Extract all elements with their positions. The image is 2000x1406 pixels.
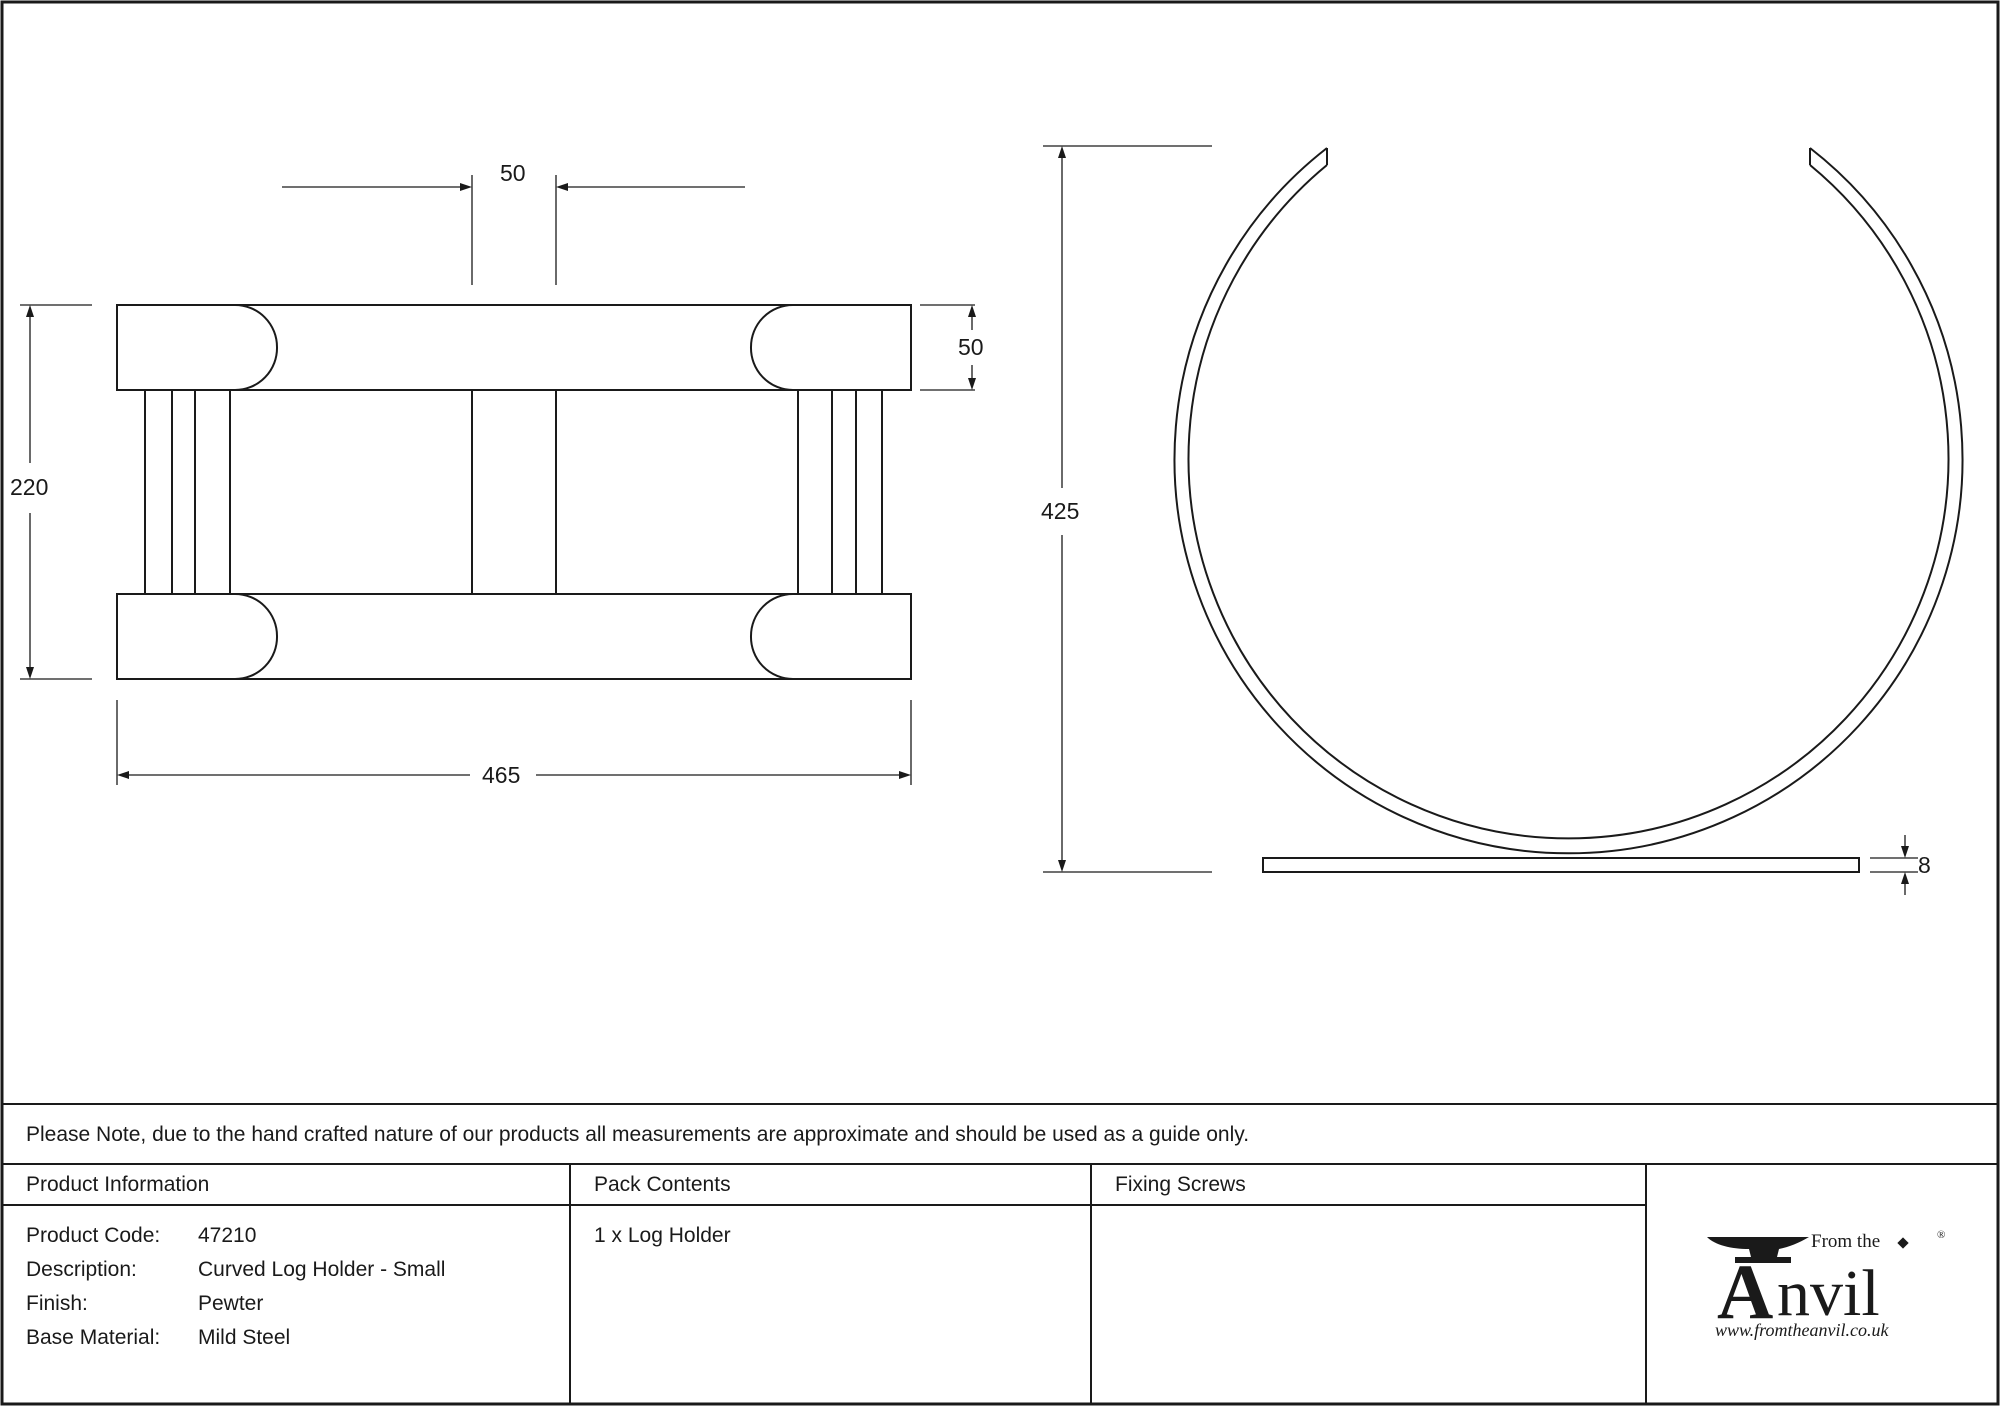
hoop-inner xyxy=(1189,165,1949,838)
bottom-bar xyxy=(117,594,911,679)
fixing-screws-heading: Fixing Screws xyxy=(1115,1173,1246,1196)
top-bar xyxy=(117,305,911,390)
product-code-value: 47210 xyxy=(198,1224,257,1247)
product-code-label: Product Code: xyxy=(26,1224,161,1247)
end-cap-top-left xyxy=(117,305,277,390)
inner-panel-right xyxy=(556,390,798,594)
pack-contents-heading: Pack Contents xyxy=(594,1173,731,1196)
end-cap-bottom-left xyxy=(117,594,277,679)
dimension-overall-width: 465 xyxy=(482,762,521,788)
pack-contents-item: 1 x Log Holder xyxy=(594,1224,731,1247)
description-label: Description: xyxy=(26,1258,137,1281)
disclaimer-note: Please Note, due to the hand crafted nature of our products all measurements are approximate and should be used as a guide only. xyxy=(26,1123,1250,1146)
dimension-arrowheads xyxy=(26,146,1909,884)
product-info-heading: Product Information xyxy=(26,1173,210,1196)
top-view-dimension-lines xyxy=(20,146,1918,895)
base-material-value: Mild Steel xyxy=(198,1326,291,1349)
hoop-side-view xyxy=(1174,148,1962,872)
logo-from-the: From the xyxy=(1811,1231,1881,1252)
sheet-border xyxy=(2,2,1998,1404)
hoop-outer xyxy=(1174,148,1962,853)
top-view-drawing xyxy=(117,305,911,679)
brand-logo xyxy=(1705,1225,1950,1345)
logo-brand-initial: A xyxy=(1717,1248,1774,1335)
end-cap-bottom-right xyxy=(751,594,911,679)
base-plate xyxy=(1263,858,1859,872)
finish-label: Finish: xyxy=(26,1292,88,1315)
description-value: Curved Log Holder - Small xyxy=(198,1258,446,1281)
diamond-icon xyxy=(1897,1237,1908,1248)
dimension-hoop-height: 425 xyxy=(1041,498,1080,524)
base-material-label: Base Material: xyxy=(26,1326,161,1349)
logo-url: www.fromtheanvil.co.uk xyxy=(1715,1320,1889,1340)
dimension-base-thickness: 8 xyxy=(1918,852,1931,878)
end-cap-top-right xyxy=(751,305,911,390)
dimension-overall-height: 220 xyxy=(10,474,49,500)
dimension-gap-width: 50 xyxy=(500,160,526,186)
finish-value: Pewter xyxy=(198,1292,264,1315)
dimension-bar-height: 50 xyxy=(958,334,984,360)
logo-registered: ® xyxy=(1937,1229,1946,1241)
logo-brand-rest: nvil xyxy=(1777,1257,1880,1330)
info-table-lines xyxy=(2,1104,1998,1404)
inner-panel-left xyxy=(230,390,472,594)
